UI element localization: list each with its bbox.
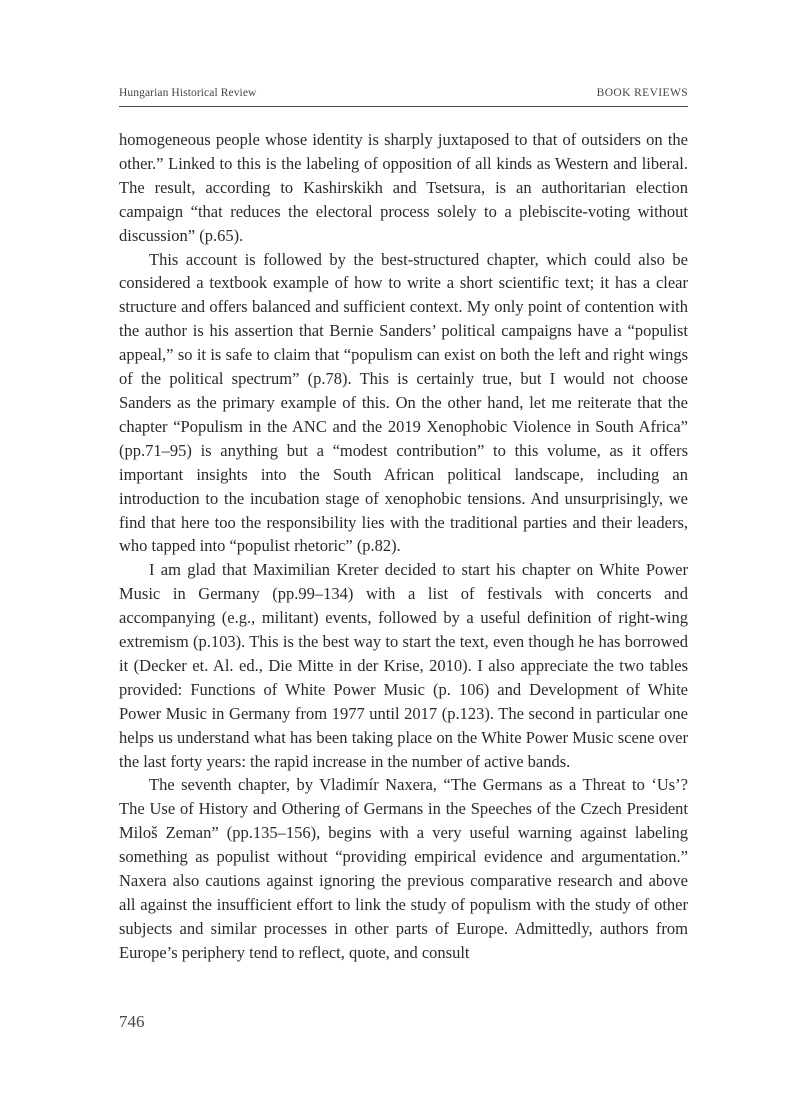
paragraph-3: I am glad that Maximilian Kreter decided to start his chapter on White Power Music in Germany (pp.99–134) with a list of festivals with concerts and accompanying (e.g., militant) events, followed by a useful definition of right-wing extremism (p.103). This is the best way to start the text, even though he has borrowed it (Decker et. Al. ed., Die Mitte in der Krise, 2010). I also appreciate the two tables provided: Functions of White Power Music (p. 106) and Development of White Power Music in Germany from 1977 until 2017 (p.123). The second in particular one helps us understand what has been taking place on the White Power Music scene over the last forty years: the rapid increase in the number of active bands. xyxy=(119,560,688,771)
section-title: BOOK REVIEWS xyxy=(596,87,688,99)
running-head xyxy=(119,86,688,107)
paragraph-1: homogeneous people whose identity is sharply juxtaposed to that of outsiders on the other.” Linked to this is the labeling of opposition of all kinds as Western and liberal. The result, according to Kashirskikh and Tsetsura, is an authoritarian election campaign “that reduces the electoral process solely to a plebiscite-voting without discussion” (p.65). xyxy=(119,130,688,245)
journal-title: Hungarian Historical Review xyxy=(119,87,257,99)
page-number: 746 xyxy=(119,1012,145,1031)
paragraph-2: This account is followed by the best-structured chapter, which could also be considered a textbook example of how to write a short scientific text; it has a clear structure and offers balanced and sufficient context. My only point of contention with the author is his assertion that Bernie Sanders’ political campaigns have a “populist appeal,” so it is safe to claim that “populism can exist on both the left and right wings of the political spectrum” (p.78). This is certainly true, but I would not choose Sanders as the primary example of this. On the other hand, let me reiterate that the chapter “Populism in the ANC and the 2019 Xenophobic Violence in South Africa” (pp.71–95) is anything but a “modest contribution” to this volume, as it offers important insights into the South African political landscape, including an introduction to the incubation stage of xenophobic tensions. And unsurprisingly, we find that here too the responsibility lies with the traditional parties and their leaders, who tapped into “populist rhetoric” (p.82). xyxy=(119,249,688,556)
paragraph-4: The seventh chapter, by Vladimír Naxera, “The Germans as a Threat to ‘Us’? The Use of History and Othering of Germans in the Speeches of the Czech President Miloš Zeman” (pp.135–156), begins with a very useful warning against labeling something as populist without “providing empirical evidence and argumentation.” Naxera also cautions against ignoring the previous comparative research and above all against the insufficient effort to link the study of populism with the study of other subjects and similar processes in other parts of Europe. Admittedly, authors from Europe’s periphery tend to reflect, quote, and consult xyxy=(119,775,688,962)
body-text xyxy=(119,128,688,965)
